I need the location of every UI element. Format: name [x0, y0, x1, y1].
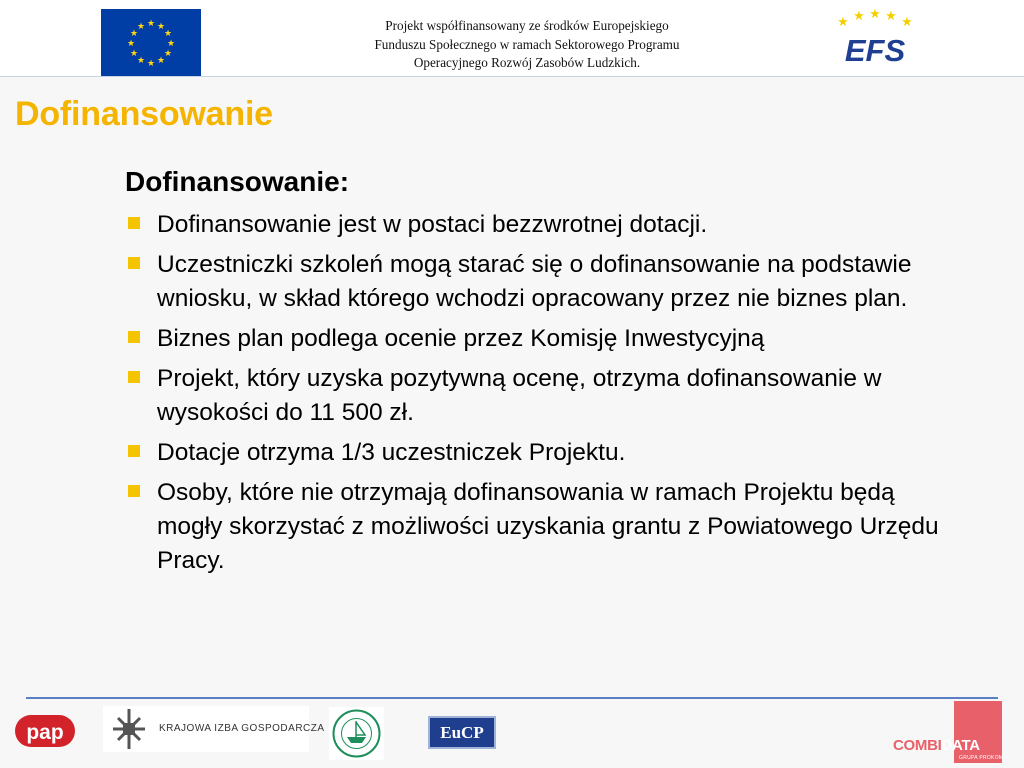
- svg-text:★: ★: [136, 56, 146, 66]
- section-heading: Dofinansowanie:: [125, 166, 350, 197]
- svg-text:★: ★: [126, 39, 136, 49]
- star-icon: ★: [837, 15, 849, 30]
- bullet-item: [125, 208, 965, 242]
- star-icon: ★: [885, 9, 897, 24]
- bullet-text: Osoby, które nie otrzymają dofinansowania w ramach Projektu będą mogły skorzystać z możliwości uzyskania grantu z Powiatowego Urzędu Pracy.: [157, 479, 939, 574]
- square-bullet-icon: [128, 371, 140, 383]
- funding-note-line: Projekt współfinansowany ze środków Europejskiego: [385, 18, 669, 33]
- svg-text:★: ★: [129, 49, 139, 59]
- star-icon: ★: [853, 9, 865, 24]
- bullet-list: [125, 208, 965, 578]
- svg-text:★: ★: [129, 29, 139, 39]
- eu-stars-icon: [101, 9, 201, 76]
- star-icon: ★: [869, 7, 881, 22]
- svg-text:★: ★: [166, 39, 176, 49]
- slide-title: Dofinansowanie: [15, 95, 273, 133]
- kig-label: KRAJOWA IZBA GOSPODARCZA: [159, 723, 325, 734]
- square-bullet-icon: [128, 331, 140, 343]
- seal-logo: [329, 707, 384, 760]
- eucp-wordmark: EuCP: [440, 723, 484, 742]
- funding-note: [322, 17, 732, 73]
- svg-text:★: ★: [146, 59, 156, 69]
- svg-text:★: ★: [146, 19, 156, 29]
- bullet-item: [125, 362, 965, 430]
- svg-text:★: ★: [156, 56, 166, 66]
- combidata-wordmark-combi: COMBI: [893, 737, 942, 754]
- eu-flag-logo: [101, 9, 201, 76]
- svg-text:★: ★: [156, 22, 166, 32]
- efs-logo: [832, 6, 918, 68]
- bullet-text: Dofinansowanie jest w postaci bezzwrotnej dotacji.: [157, 211, 708, 238]
- header-bar: [0, 0, 1024, 76]
- square-bullet-icon: [128, 257, 140, 269]
- combidata-wordmark: [893, 737, 980, 754]
- pap-wordmark: pap: [26, 721, 64, 744]
- slide-content: [125, 166, 965, 584]
- square-bullet-icon: [128, 485, 140, 497]
- square-bullet-icon: [128, 217, 140, 229]
- bullet-text: Dotacje otrzyma 1/3 uczestniczek Projektu.: [157, 439, 626, 466]
- bullet-item: [125, 476, 965, 578]
- combidata-logo: [893, 701, 1005, 763]
- bullet-text: Uczestniczki szkoleń mogą starać się o dofinansowanie na podstawie wniosku, w skład którego wchodzi opracowany przez nie biznes plan.: [157, 251, 912, 312]
- pap-logo: [14, 713, 76, 749]
- svg-text:★: ★: [163, 29, 173, 39]
- bullet-text: Projekt, który uzyska pozytywną ocenę, otrzyma dofinansowanie w wysokości do 11 500 zł.: [157, 365, 882, 426]
- efs-wordmark: EFS: [844, 33, 906, 68]
- funding-note-line: Funduszu Społecznego w ramach Sektorowego Programu: [374, 36, 680, 52]
- bullet-item: [125, 248, 965, 316]
- combidata-wordmark-data: DATA: [941, 737, 980, 754]
- bullet-item: [125, 322, 965, 356]
- bullet-text: Biznes plan podlega ocenie przez Komisję Inwestycyjną: [157, 325, 765, 352]
- square-bullet-icon: [128, 445, 140, 457]
- funding-note-line: Operacyjnego Rozwój Zasobów Ludzkich.: [413, 55, 641, 70]
- footer-divider: [26, 697, 998, 699]
- star-icon: ★: [901, 15, 913, 30]
- header-divider: [0, 76, 1024, 77]
- svg-text:★: ★: [163, 49, 173, 59]
- bullet-item: [125, 436, 965, 470]
- eucp-logo: [428, 716, 496, 749]
- kig-emblem-icon: [105, 706, 155, 752]
- kig-logo: [103, 706, 325, 752]
- combidata-subtitle: GRUPA PROKOM: [959, 755, 1004, 761]
- svg-text:★: ★: [136, 22, 146, 32]
